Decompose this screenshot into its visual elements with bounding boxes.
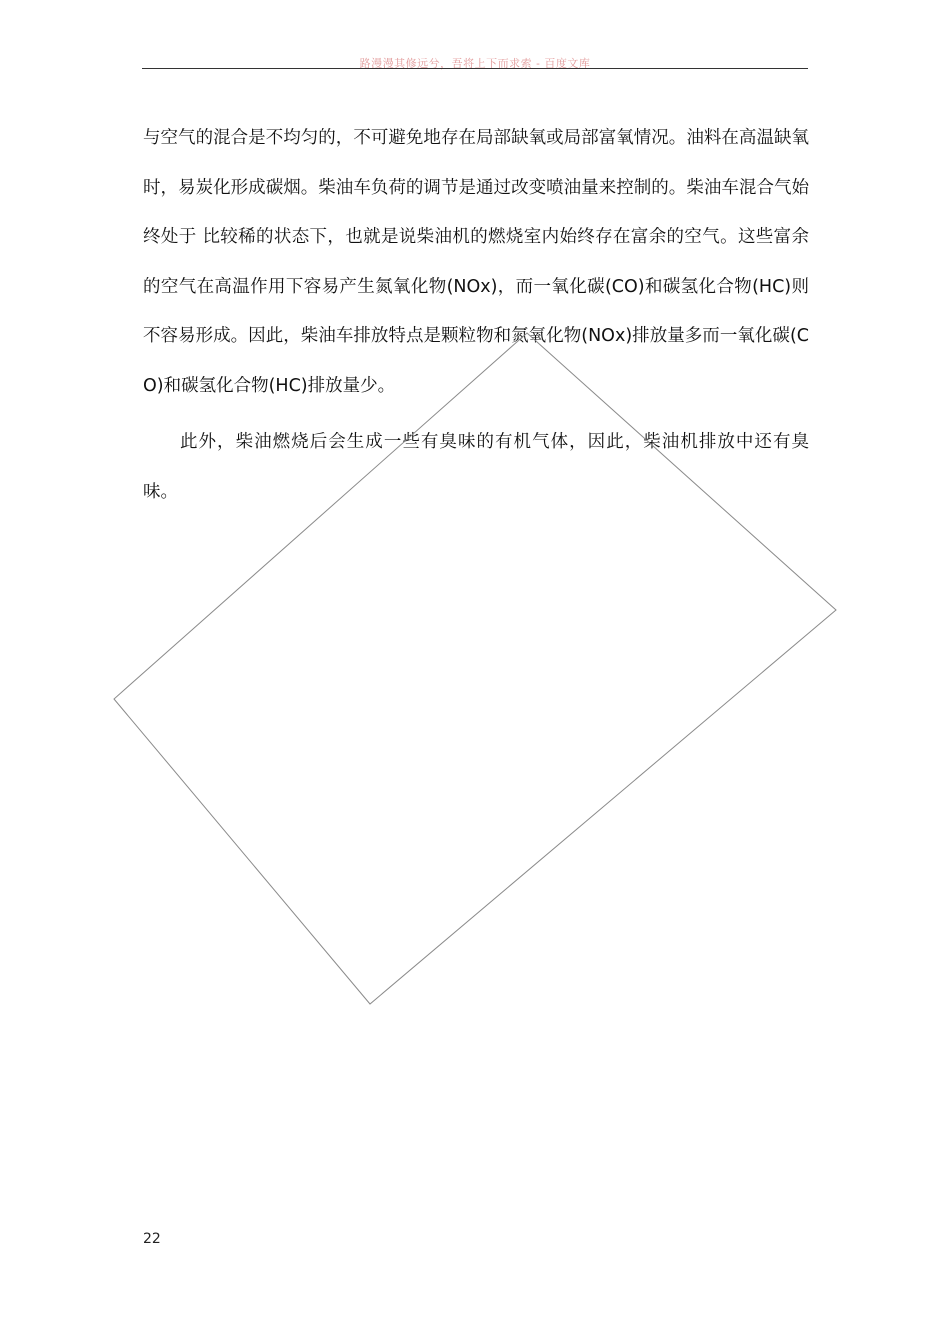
body-paragraph-2: 此外，柴油燃烧后会生成一些有臭味的有机气体，因此，柴油机排放中还有臭味。	[143, 432, 809, 502]
page-number: 22	[143, 1231, 161, 1247]
document-body	[143, 114, 809, 517]
body-paragraph-1: 与空气的混合是不均匀的，不可避免地存在局部缺氧或局部富氧情况。油料在高温缺氧时，易炭化形成碳烟。柴油车负荷的调节是通过改变喷油量来控制的。柴油车混合气始终处于 比较稀的状态下，也就是说柴油机的燃烧室内始终存在富余的空气。这些富余的空气在高温作用下容易产生氮氧化物(NOx)，而一氧化碳(CO)和碳氢化合物(HC)则不容易形成。因此，柴油车排放特点是颗粒物和氮氧化物(NOx)排放量多而一氧化碳(CO)和碳氢化合物(HC)排放量少。	[143, 128, 809, 396]
page-header-watermark: 路漫漫其修远兮，吾将上下而求索 - 百度文库	[359, 57, 591, 70]
header-divider	[142, 68, 808, 69]
